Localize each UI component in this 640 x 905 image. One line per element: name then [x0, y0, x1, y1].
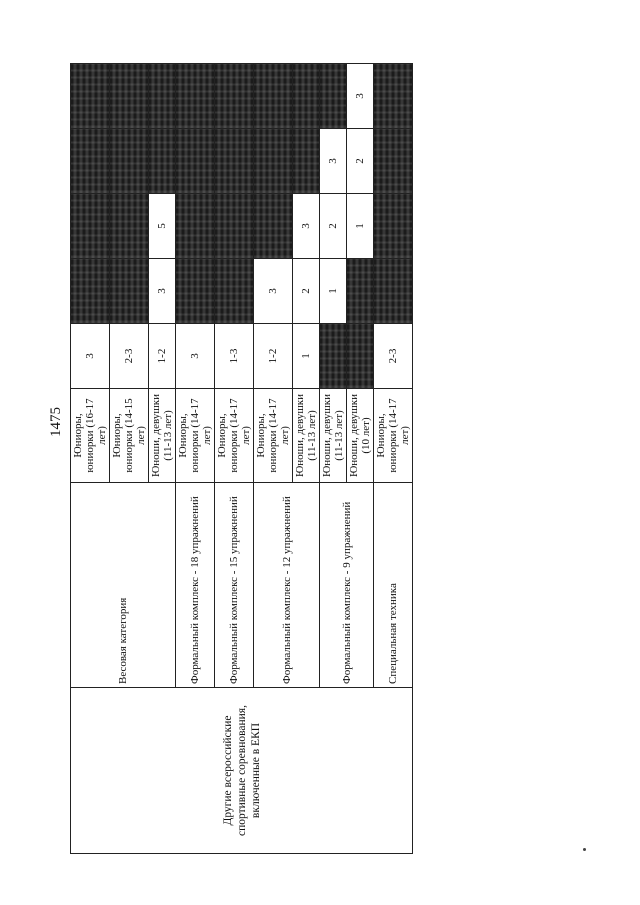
shaded-cell: [374, 64, 413, 129]
shaded-cell: [71, 129, 110, 194]
discipline-cell: Весовая категория: [71, 483, 176, 688]
value-cell: 1: [320, 259, 347, 324]
shaded-cell: [374, 194, 413, 259]
shaded-cell: [149, 64, 176, 129]
shaded-cell: [374, 259, 413, 324]
regulation-table: [70, 63, 413, 854]
age-group-cell: Юноши, девушки (10 лет): [347, 389, 374, 483]
age-group-cell: Юноши, девушки (11-13 лет): [149, 389, 176, 483]
rotated-table-container: [70, 64, 411, 854]
table-frame: [70, 64, 411, 854]
shaded-cell: [71, 259, 110, 324]
shaded-cell: [215, 64, 254, 129]
value-cell: 1: [347, 194, 374, 259]
value-cell: 5: [149, 194, 176, 259]
places-cell: 1: [293, 324, 320, 389]
places-cell: 1-3: [215, 324, 254, 389]
value-cell: 3: [320, 129, 347, 194]
shaded-cell: [215, 259, 254, 324]
value-cell: 2: [320, 194, 347, 259]
age-group-cell: Юниоры, юниорки (14-17 лет): [176, 389, 215, 483]
shaded-cell: [347, 259, 374, 324]
value-cell: 3: [149, 259, 176, 324]
discipline-cell: Специальная техника: [374, 483, 413, 688]
shaded-cell: [374, 129, 413, 194]
discipline-cell: Формальный комплекс - 9 упражнений: [320, 483, 374, 688]
shaded-cell: [110, 259, 149, 324]
age-group-cell: Юниоры, юниорки (14-17 лет): [254, 389, 293, 483]
age-group-cell: Юноши, девушки (11-13 лет): [293, 389, 320, 483]
places-cell: 2-3: [374, 324, 413, 389]
shaded-cell: [176, 64, 215, 129]
discipline-cell: Формальный комплекс - 18 упражнений: [176, 483, 215, 688]
value-cell: 3: [293, 194, 320, 259]
shaded-cell: [320, 64, 347, 129]
shaded-cell: [110, 64, 149, 129]
shaded-cell: [293, 64, 320, 129]
places-cell: 1-2: [254, 324, 293, 389]
places-cell: 2-3: [110, 324, 149, 389]
value-cell: 2: [347, 129, 374, 194]
shaded-cell: [110, 129, 149, 194]
shaded-cell: [215, 194, 254, 259]
value-cell: 3: [347, 64, 374, 129]
discipline-cell: Формальный комплекс - 15 упражнений: [215, 483, 254, 688]
age-group-cell: Юниоры, юниорки (14-17 лет): [374, 389, 413, 483]
shaded-cell: [149, 129, 176, 194]
shaded-cell: [110, 194, 149, 259]
value-cell: 3: [254, 259, 293, 324]
shaded-cell: [254, 194, 293, 259]
age-group-cell: Юноши, девушки (11-13 лет): [320, 389, 347, 483]
age-group-cell: Юниоры, юниорки (14-17 лет): [215, 389, 254, 483]
places-cell: 3: [176, 324, 215, 389]
shaded-cell: [71, 64, 110, 129]
shaded-cell: [176, 194, 215, 259]
table-row: [71, 64, 110, 854]
places-cell: 3: [71, 324, 110, 389]
shaded-cell: [254, 129, 293, 194]
shaded-cell: [215, 129, 254, 194]
shaded-cell: [254, 64, 293, 129]
shaded-cell: [320, 324, 347, 389]
shaded-cell: [176, 129, 215, 194]
discipline-cell: Формальный комплекс - 12 упражнений: [254, 483, 320, 688]
scan-speck: [583, 848, 586, 851]
value-cell: 2: [293, 259, 320, 324]
places-cell: 1-2: [149, 324, 176, 389]
shaded-cell: [71, 194, 110, 259]
page-number: 1475: [48, 407, 64, 437]
age-group-cell: Юниоры, юниорки (14-15 лет): [110, 389, 149, 483]
age-group-cell: Юниоры, юниорки (16-17 лет): [71, 389, 110, 483]
shaded-cell: [347, 324, 374, 389]
shaded-cell: [293, 129, 320, 194]
shaded-cell: [176, 259, 215, 324]
event-cell: Другие всероссийские спортивные соревнования, включенные в ЕКП: [71, 688, 413, 854]
